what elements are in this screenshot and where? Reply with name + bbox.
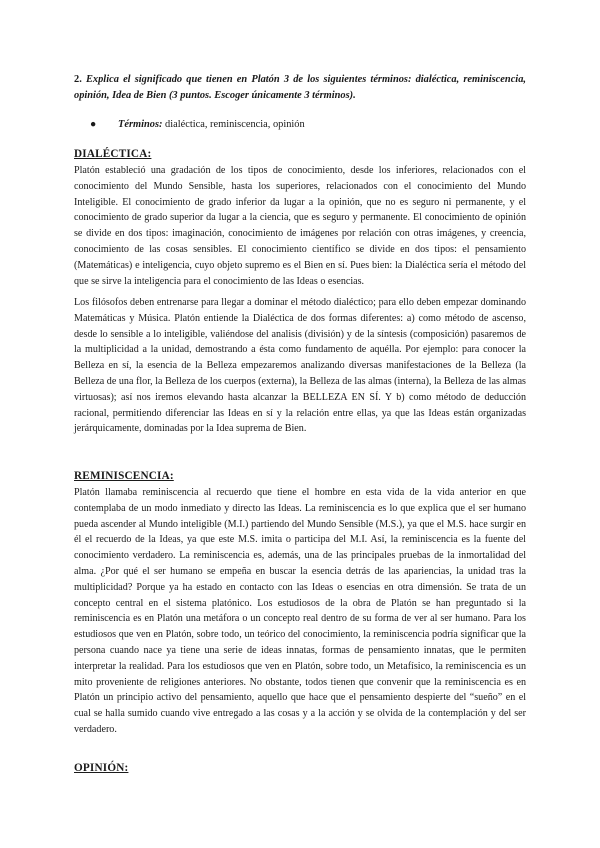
terms-label: Términos: <box>118 119 163 130</box>
paragraph-reminiscencia-1: Platón llamaba reminiscencia al recuerdo que tiene el hombre en esta vida de la vida anterior en que contemplaba de un modo inmediato y directo las Ideas. La reminiscencia es lo que explica que el ser humano pueda ascender al Mundo inteligible (M.I.) partiendo del Mundo Sensible (M.S.), ya que el M.S. hace surgir en él el recuerdo de la Ideas, ya que este M.S. imita o participa del M.I. Así, la reminiscencia es la fuente del conocimiento verdadero. La reminiscencia es, además, una de las principales pruebas de la inmortalidad del alma. ¿Por qué el ser humano se empeña en buscar la esencia detrás de las apariencias, la unidad tras la multiplicidad? Porque ya ha estado en contacto con las Ideas o esencias en otra dimensión. Se trata de un concepto central en el sistema platónico. Los estudiosos de la obra de Platón se han preguntado si la reminiscencia es en Platón una metáfora o un concepto real dentro de su forma de ver al ser humano. Para los estudiosos que ven en Platón, sobre todo, un teórico del conocimiento, la reminiscencia podría significar que la persona cuando nace ya tiene una serie de ideas innatas, formas de pensamiento innatas, que le permiten interpretar la realidad. Para los estudiosos que ven en Platón, sobre todo, un Metafísico, la reminiscencia es un mito proveniente de religiones anteriores. No obstante, todos tienen que convenir que la reminiscencia es en Platón un principio activo del pensamiento, aquello que hace que el pensamiento despierte del “sueño” en el cual se halla sumido cuando vive entregado a las cosas y a la acción y se olvida de la contemplación y del ser verdadero. <box>74 487 526 735</box>
question-text: Explica el significado que tienen en Platón 3 de los siguientes términos: dialéctica, reminiscencia, opinión, Idea de Bien (3 puntos. Escoger únicamente 3 términos). <box>74 74 526 101</box>
question-prompt <box>74 72 526 104</box>
terms-bullet <box>90 118 520 132</box>
question-number: 2. <box>74 74 82 85</box>
paragraph-dialectica-1: Platón estableció una gradación de los tipos de conocimiento, desde los inferiores, relacionados con el conocimiento del Mundo Sensible, hasta los superiores, relacionados con el conocimiento del Mundo Inteligible. El conocimiento de grado inferior da lugar a la opinión, que no es seguro ni permanente, y el conocimiento de grado superior da lugar a la ciencia, que es seguro y permanente. El conocimiento de opinión se divide en dos tipos: imaginación, conocimiento de imágenes por relación con otras imágenes, y creencia, conocimiento de las cosas sensibles. El conocimiento científico se divide en dos tipos: el pensamiento (Matemáticas) e inteligencia, cuyo objeto supremo es el Bien en sí. Pues bien: la Dialéctica sería el método del que se sirve la inteligencia para el conocimiento de las Ideas o esencias. <box>74 165 526 287</box>
bullet-dot: ● <box>90 119 97 130</box>
heading-opinion: OPINIÓN: <box>74 762 129 774</box>
heading-reminiscencia: REMINISCENCIA: <box>74 470 174 482</box>
terms-value: dialéctica, reminiscencia, opinión <box>162 119 305 130</box>
paragraph-dialectica-2: Los filósofos deben entrenarse para llegar a dominar el método dialéctico; para ello deben empezar dominando Matemáticas y Música. Platón entiende la Dialéctica de dos formas diferentes: a) como método de ascenso, desde lo sensible a lo inteligible, valiéndose del analisis (división) y de la síntesis (composición) pasaremos de la multiplicidad a la unidad, demostrando a ésta como fundamento de aquélla. Por ejemplo: para conocer la Belleza en sí, la esencia de la Belleza empezaremos analizando diversas manifestaciones de la Belleza (la Belleza de una flor, la Belleza de los cuerpos (externa), la Belleza de las almas (interna), la Belleza de las almas virtuosas); así nos iremos elevando hasta alcanzar la BELLEZA EN SÍ. Y b) como método de deducción racional, permitiendo diferenciar las Ideas en sí y la relación entre ellas, ya que las Ideas están organizadas jerárquicamente, dominadas por la Idea suprema de Bien. <box>74 297 526 435</box>
heading-dialectica: DIALÉCTICA: <box>74 148 152 160</box>
